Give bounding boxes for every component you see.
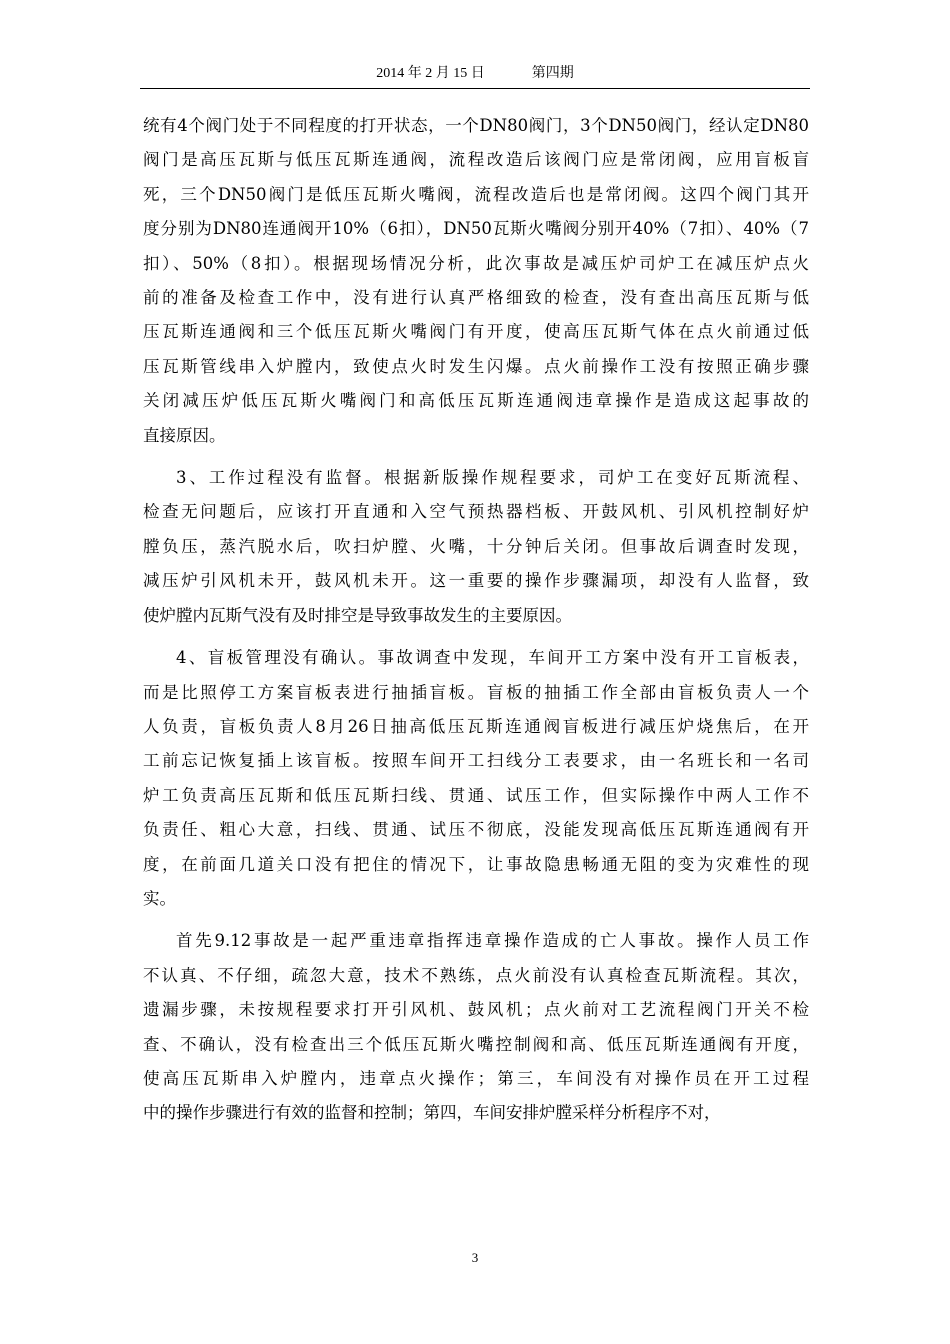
text-line: 压瓦斯连通阀和三个低压瓦斯火嘴阀门有开度，使高压瓦斯气体在点火前通过低 bbox=[143, 322, 809, 342]
text-line: 人负责，盲板负责人8月26日抽高低压瓦斯连通阀盲板进行减压炉烧焦后，在开 bbox=[143, 716, 809, 736]
page-number: 3 bbox=[471, 1250, 479, 1265]
paragraph bbox=[143, 924, 809, 1130]
text-line: 而是比照停工方案盲板表进行抽插盲板。盲板的抽插工作全部由盲板负责人一个 bbox=[143, 682, 809, 702]
text-line: 不认真、不仔细，疏忽大意，技术不熟练，点火前没有认真检查瓦斯流程。其次， bbox=[143, 965, 809, 985]
text-line: 查、不确认，没有检查出三个低压瓦斯火嘴控制阀和高、低压瓦斯连通阀有开度， bbox=[143, 1034, 809, 1054]
text-line: 阀门是高压瓦斯与低压瓦斯连通阀，流程改造后该阀门应是常闭阀，应用盲板盲 bbox=[143, 150, 809, 170]
text-line: 前的准备及检查工作中，没有进行认真严格细致的检查，没有查出高压瓦斯与低 bbox=[143, 288, 809, 308]
text-line: 炉工负责高压瓦斯和低压瓦斯扫线、贯通、试压工作，但实际操作中两人工作不 bbox=[143, 785, 809, 805]
header-issue: 第四期 bbox=[531, 66, 574, 81]
text-line: 负责任、粗心大意，扫线、贯通、试压不彻底，没能发现高低压瓦斯连通阀有开 bbox=[143, 820, 809, 840]
header-date: 2014 年 2 月 15 日 bbox=[376, 66, 485, 81]
text-line: 使高压瓦斯串入炉膛内，违章点火操作；第三，车间没有对操作员在开工过程 bbox=[143, 1068, 809, 1088]
text-line: 首先9.12事故是一起严重违章指挥违章操作造成的亡人事故。操作人员工作 bbox=[176, 931, 809, 951]
text-line: 度分别为DN80连通阀开10%（6扣），DN50瓦斯火嘴阀分别开40%（7扣）、40%（7 bbox=[143, 219, 809, 239]
text-line: 中的操作步骤进行有效的监督和控制；第四，车间安排炉膛采样分析程序不对， bbox=[143, 1103, 721, 1123]
paragraph bbox=[143, 641, 809, 916]
paragraph bbox=[143, 109, 809, 453]
text-line: 实。 bbox=[143, 888, 176, 908]
header-rule bbox=[140, 88, 810, 89]
text-line: 关闭减压炉低压瓦斯火嘴阀门和高低压瓦斯连通阀违章操作是造成这起事故的 bbox=[143, 391, 809, 411]
paragraph bbox=[143, 461, 809, 633]
text-line: 检查无问题后，应该打开直通和入空气预热器档板、开鼓风机、引风机控制好炉 bbox=[143, 502, 809, 522]
text-line: 工前忘记恢复插上该盲板。按照车间开工扫线分工表要求，由一名班长和一名司 bbox=[143, 751, 809, 771]
text-line: 遗漏步骤，未按规程要求打开引风机、鼓风机；点火前对工艺流程阀门开关不检 bbox=[143, 1000, 809, 1020]
text-line: 度，在前面几道关口没有把住的情况下，让事故隐患畅通无阻的变为灾难性的现 bbox=[143, 854, 809, 874]
text-line: 扣）、50%（8扣）。根据现场情况分析，此次事故是减压炉司炉工在减压炉点火 bbox=[143, 253, 809, 273]
text-line: 使炉膛内瓦斯气没有及时排空是导致事故发生的主要原因。 bbox=[143, 605, 572, 625]
text-line: 膛负压，蒸汽脱水后，吹扫炉膛、火嘴，十分钟后关闭。但事故后调查时发现， bbox=[143, 536, 809, 556]
text-line: 统有4个阀门处于不同程度的打开状态，一个DN80阀门，3个DN50阀门，经认定DN80 bbox=[143, 116, 809, 135]
text-line: 死，三个DN50阀门是低压瓦斯火嘴阀，流程改造后也是常闭阀。这四个阀门其开 bbox=[143, 184, 809, 204]
page-header bbox=[140, 64, 810, 84]
text-line: 减压炉引风机未开，鼓风机未开。这一重要的操作步骤漏项，却没有人监督，致 bbox=[143, 571, 809, 591]
text-line: 3、工作过程没有监督。根据新版操作规程要求，司炉工在变好瓦斯流程、 bbox=[176, 468, 809, 488]
text-line: 4、盲板管理没有确认。事故调查中发现，车间开工方案中没有开工盲板表， bbox=[176, 648, 809, 668]
text-line: 直接原因。 bbox=[143, 425, 226, 445]
text-line: 压瓦斯管线串入炉膛内，致使点火时发生闪爆。点火前操作工没有按照正确步骤 bbox=[143, 356, 809, 376]
document-body bbox=[143, 109, 809, 1131]
